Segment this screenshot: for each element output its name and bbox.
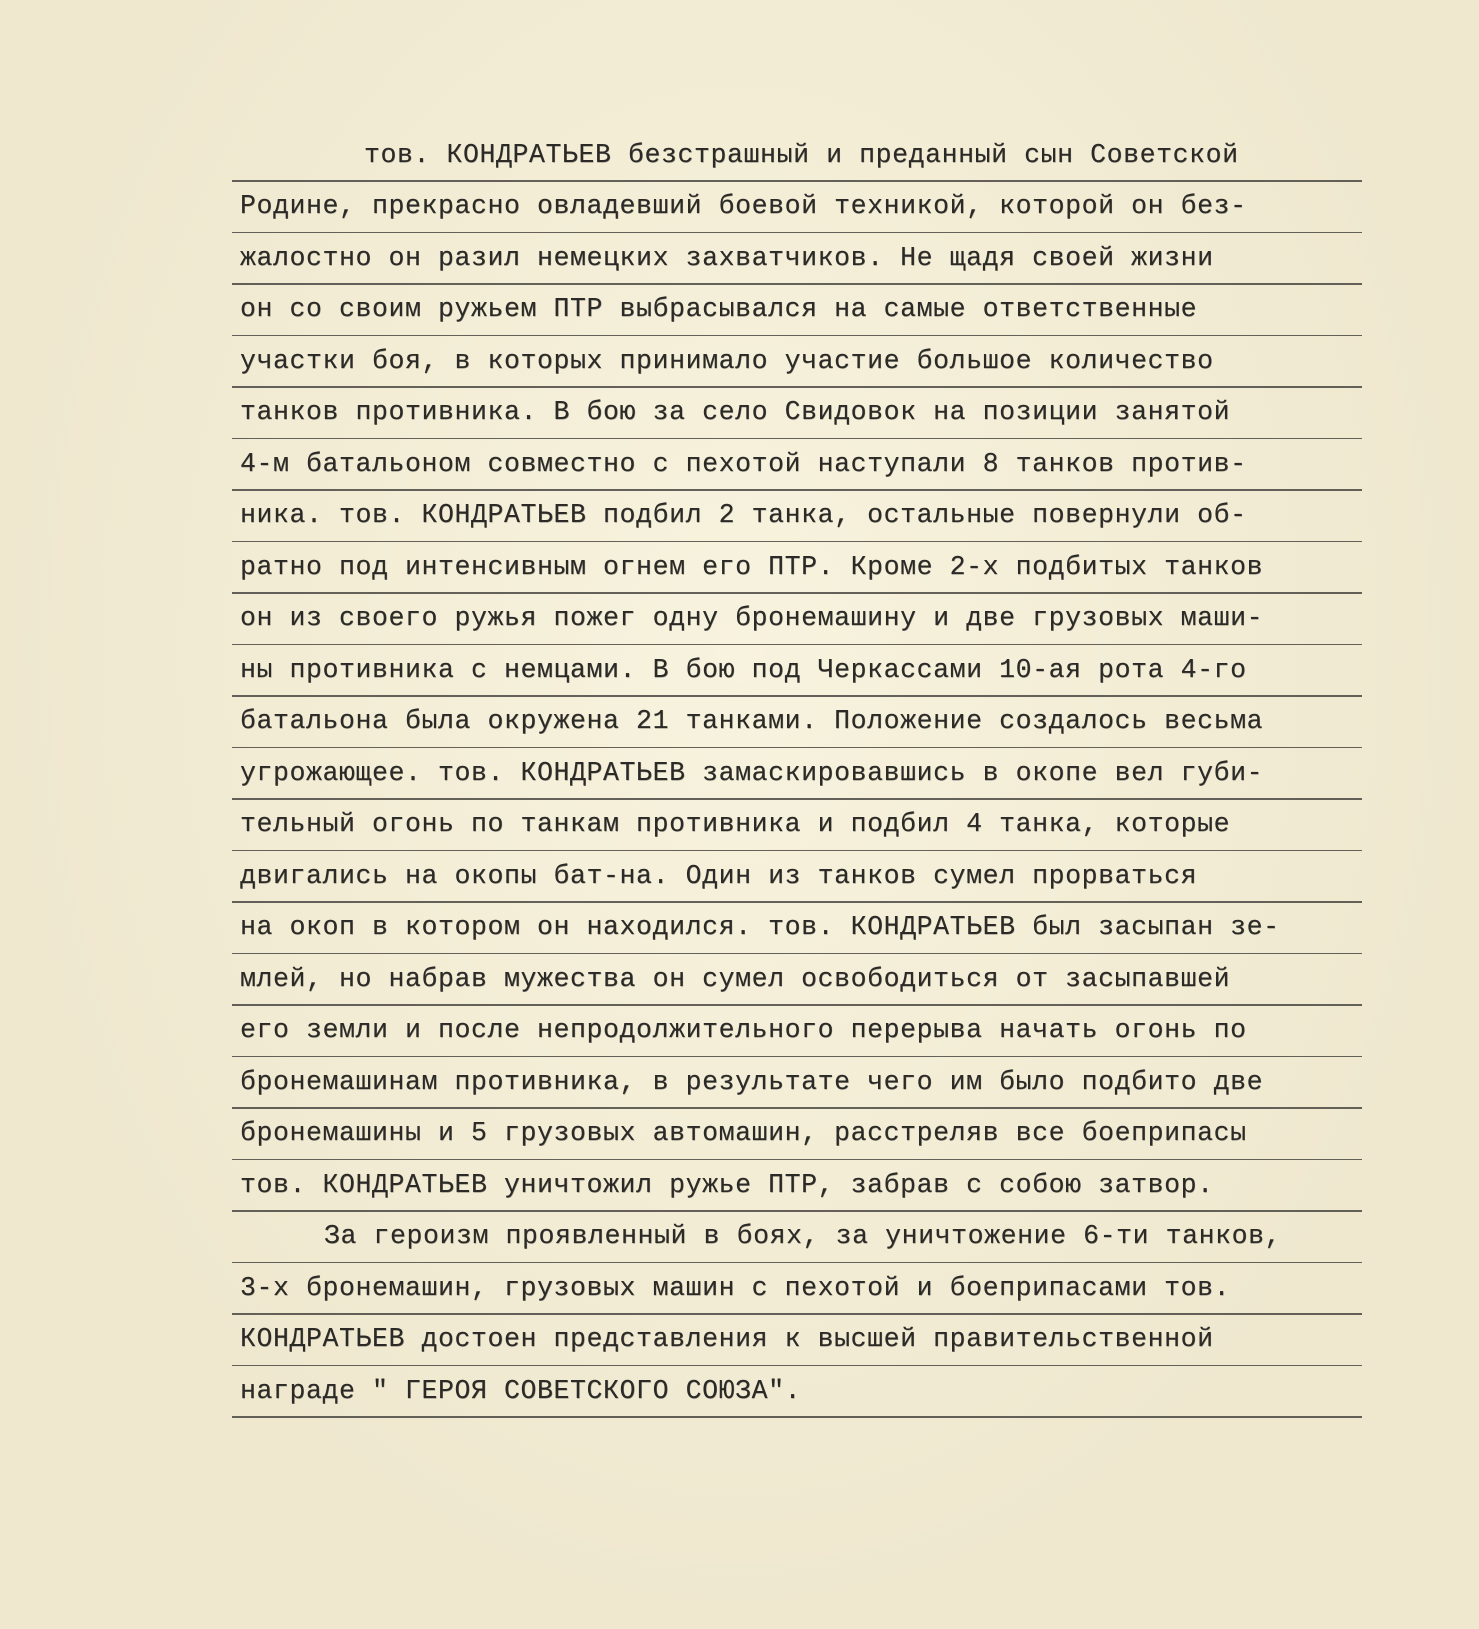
text-line: 3-х бронемашин, грузовых машин с пехотой и боеприпасами тов. <box>232 1263 1362 1315</box>
text-line: двигались на окопы бат-на. Один из танков сумел прорваться <box>232 851 1362 903</box>
text-line: тельный огонь по танкам противника и подбил 4 танка, которые <box>232 800 1362 852</box>
text-line: млей, но набрав мужества он сумел освободиться от засыпавшей <box>232 954 1362 1006</box>
text-line: участки боя, в которых принимало участие большое количество <box>232 336 1362 388</box>
text-line: жалостно он разил немецких захватчиков. Не щадя своей жизни <box>232 233 1362 285</box>
text-line: ратно под интенсивным огнем его ПТР. Кроме 2-х подбитых танков <box>232 542 1362 594</box>
text-line: он со своим ружьем ПТР выбрасывался на самые ответственные <box>232 285 1362 337</box>
text-line: ны противника с немцами. В бою под Черкассами 10-ая рота 4-го <box>232 645 1362 697</box>
text-line: его земли и после непродолжительного перерыва начать огонь по <box>232 1006 1362 1058</box>
text-line: награде " ГЕРОЯ СОВЕТСКОГО СОЮЗА". <box>232 1366 1362 1418</box>
text-line: на окоп в котором он находился. тов. КОНДРАТЬЕВ был засыпан зе- <box>232 903 1362 955</box>
text-line: танков противника. В бою за село Свидовок на позиции занятой <box>232 388 1362 440</box>
text-line: ника. тов. КОНДРАТЬЕВ подбил 2 танка, остальные повернули об- <box>232 491 1362 543</box>
text-line: угрожающее. тов. КОНДРАТЬЕВ замаскировавшись в окопе вел губи- <box>232 748 1362 800</box>
text-line: За героизм проявленный в боях, за уничтожение 6-ти танков, <box>232 1212 1362 1264</box>
text-line: Родине, прекрасно овладевший боевой техникой, которой он без- <box>232 182 1362 234</box>
award-text <box>232 130 1362 1418</box>
ruled-line <box>232 1416 1362 1417</box>
text-line: он из своего ружья пожег одну бронемашину и две грузовых маши- <box>232 594 1362 646</box>
text-line: бронемашины и 5 грузовых автомашин, расстреляв все боеприпасы <box>232 1109 1362 1161</box>
text-line: бронемашинам противника, в результате чего им было подбито две <box>232 1057 1362 1109</box>
text-line: тов. КОНДРАТЬЕВ уничтожил ружье ПТР, забрав с собою затвор. <box>232 1160 1362 1212</box>
text-line: тов. КОНДРАТЬЕВ безстрашный и преданный сын Советской <box>232 130 1362 182</box>
text-line: КОНДРАТЬЕВ достоен представления к высшей правительственной <box>232 1315 1362 1367</box>
text-line: 4-м батальоном совместно с пехотой наступали 8 танков против- <box>232 439 1362 491</box>
text-line: батальона была окружена 21 танками. Положение создалось весьма <box>232 697 1362 749</box>
